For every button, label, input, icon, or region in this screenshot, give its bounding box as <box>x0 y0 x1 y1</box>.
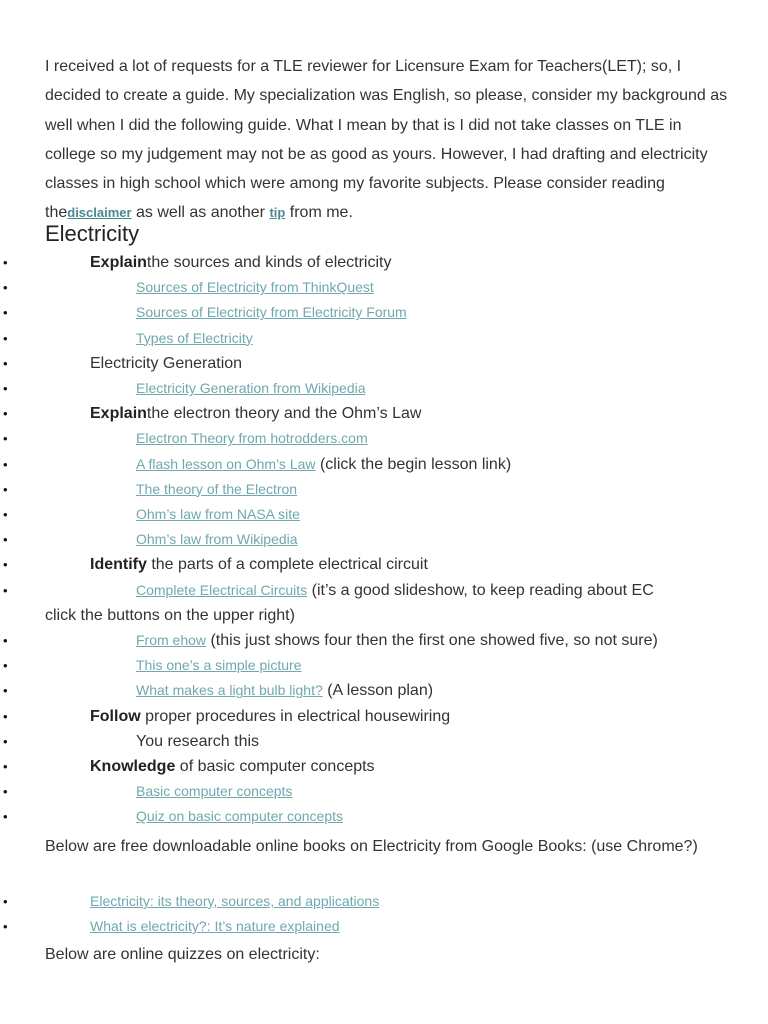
resource-link[interactable]: Types of Electricity <box>136 329 253 346</box>
electricity-list <box>0 250 768 830</box>
list-item <box>0 452 768 477</box>
item-note: (A lesson plan) <box>322 682 434 700</box>
resource-link[interactable]: Basic computer concepts <box>136 783 293 800</box>
book-link[interactable]: What is electricity?: It’s nature explained <box>90 918 340 934</box>
list-item <box>0 678 768 703</box>
intro-text-middle: as well as another <box>131 204 270 222</box>
item-note: (this just shows four then the first one showed five, so not sure) <box>206 632 658 650</box>
list-item <box>0 502 768 527</box>
resource-link[interactable]: What makes a light bulb light? <box>136 682 323 699</box>
list-item <box>0 804 768 829</box>
list-item <box>0 326 768 351</box>
books-list <box>0 889 768 939</box>
item-bold: Follow <box>90 707 141 725</box>
item-note: (click the begin lesson link) <box>315 455 512 473</box>
intro-text: I received a lot of requests for a TLE reviewer for Licensure Exam for Teachers(LET); so, I decided to create a guide. My specialization was English, so please, consider my background as well when I did the following guide. What I mean by that is I did not take classes on TLE in college so my judgement may not be as good as yours. However, I had drafting and electricity classes in high school which were among my favorite subjects. Please consider reading the <box>45 58 728 222</box>
list-item <box>0 779 768 804</box>
section-title: Electricity <box>45 221 140 246</box>
list-item <box>0 300 768 325</box>
resource-link[interactable]: Quiz on basic computer concepts <box>136 808 343 825</box>
list-item <box>0 275 768 300</box>
intro-text-after: from me. <box>285 204 353 222</box>
resource-link[interactable]: Ohm’s law from Wikipedia <box>136 531 298 548</box>
item-text: the electron theory and the Ohm’s Law <box>146 405 422 423</box>
list-item <box>0 527 768 552</box>
item-text: Electricity Generation <box>90 354 243 372</box>
list-item <box>0 477 768 502</box>
list-item <box>0 351 768 376</box>
item-note: (it’s a good slideshow, to keep reading about EC <box>307 581 654 599</box>
list-item <box>0 552 768 577</box>
intro-paragraph <box>45 52 735 228</box>
resource-link[interactable]: Sources of Electricity from ThinkQuest <box>136 279 374 296</box>
disclaimer-link[interactable]: disclaimer <box>67 205 132 221</box>
resource-link[interactable]: Complete Electrical Circuits <box>136 581 308 598</box>
item-text: the sources and kinds of electricity <box>146 254 392 271</box>
item-bold: Knowledge <box>90 758 176 776</box>
list-item <box>0 704 768 729</box>
resource-link[interactable]: Electricity Generation from Wikipedia <box>136 380 366 397</box>
resource-link[interactable]: A flash lesson on Ohm’s Law <box>136 455 316 472</box>
quizzes-intro: Below are online quizzes on electricity: <box>45 946 320 963</box>
resource-link[interactable]: The theory of the Electron <box>136 480 298 497</box>
item-text: proper procedures in electrical housewiring <box>140 707 451 725</box>
list-item <box>0 729 768 754</box>
list-item <box>0 250 768 275</box>
list-item <box>0 889 768 914</box>
list-item <box>0 401 768 426</box>
list-item <box>0 426 768 451</box>
item-text: the parts of a complete electrical circuit <box>146 556 428 574</box>
resource-link[interactable]: Ohm’s law from NASA site <box>136 506 300 523</box>
tip-link[interactable]: tip <box>269 205 286 221</box>
books-intro: Below are free downloadable online books on Electricity from Google Books: (use Chrome?) <box>45 838 698 855</box>
list-item <box>0 914 768 939</box>
list-item <box>0 628 768 653</box>
resource-link[interactable]: Electron Theory from hotrodders.com <box>136 430 368 447</box>
resource-link[interactable]: This one’s a simple picture <box>136 657 302 674</box>
item-bold: Explain <box>90 405 147 423</box>
list-item <box>0 653 768 678</box>
list-item <box>0 578 768 628</box>
list-item <box>0 754 768 779</box>
item-text: You research this <box>136 732 260 750</box>
book-link[interactable]: Electricity: its theory, sources, and applications <box>90 893 380 909</box>
item-bold: Explain <box>90 254 147 271</box>
resource-link[interactable]: Sources of Electricity from Electricity Forum <box>136 304 407 321</box>
resource-link[interactable]: From ehow <box>136 632 207 649</box>
item-note-continued: click the buttons on the upper right) <box>45 606 295 624</box>
item-text: of basic computer concepts <box>175 758 375 776</box>
list-item <box>0 376 768 401</box>
item-bold: Identify <box>90 556 147 574</box>
